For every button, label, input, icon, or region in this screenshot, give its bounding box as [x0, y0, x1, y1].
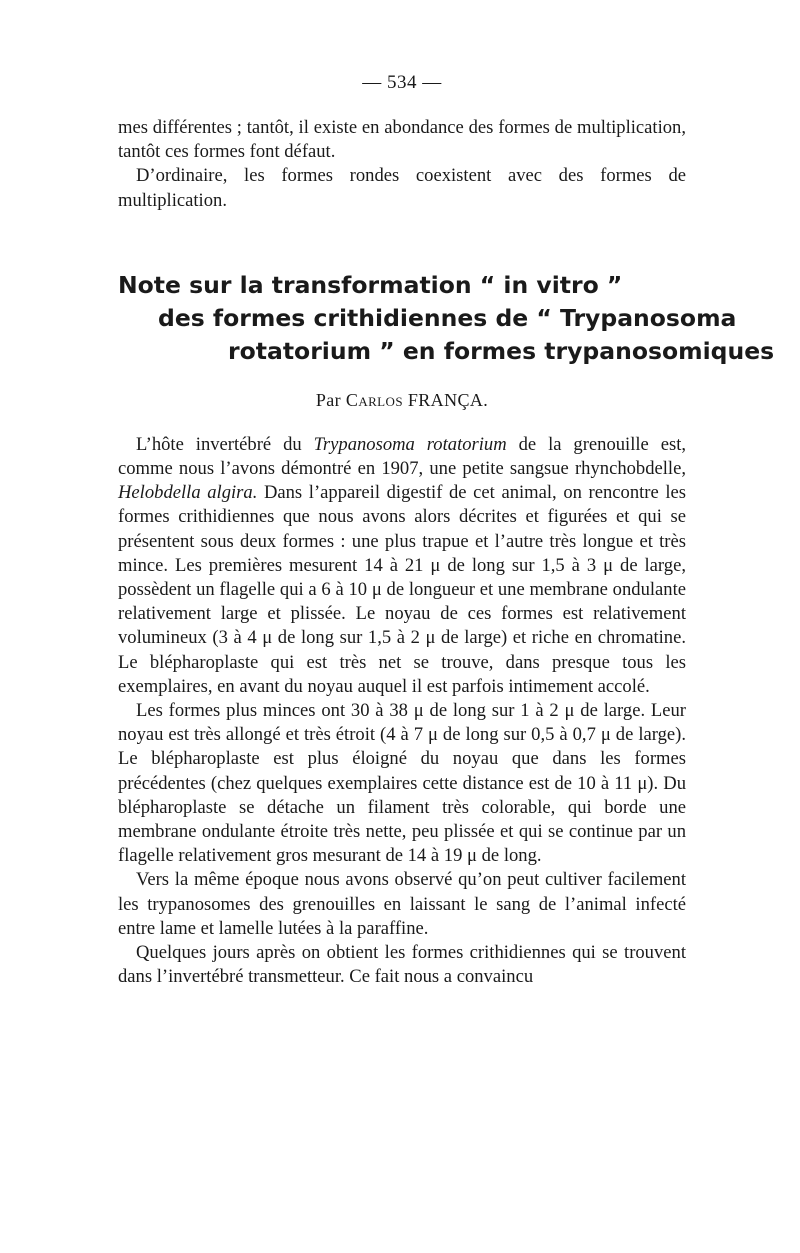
page-number: — 534 —: [362, 72, 442, 93]
intro-paragraph-2: D’ordinaire, les formes rondes coexistent avec des formes de multiplication.: [118, 165, 686, 211]
article-body: [118, 433, 686, 990]
article-title-line-2: des formes crithidiennes de “ Trypanosoma: [158, 303, 737, 332]
p1-text-c: Dans l’appareil digestif de cet animal, on rencontre les formes crithidiennes que nous avons alors décrites et figurées et qui se présentent sous deux formes : une plus trapue et l’autre très longue et très mince. Les premières mesurent 14 à 21 μ de long sur 1,5 à 3 μ de large, possèdent un flagelle qui a 6 à 10 μ de longueur et une membrane ondulante relativement large et plissée. Le noyau de ces formes est relativement volumineux (3 à 4 μ de long sur 1,5 à 2 μ de large) et riche en chromatine. Le blépharoplaste qui est très net se trouve, dans presque tous les exemplaires, en avant du noyau auquel il est parfois intimement accolé.: [118, 482, 686, 697]
body-paragraph-3: Vers la même époque nous avons observé qu’on peut cultiver facilement les trypanosomes des grenouilles en laissant le sang de l’animal infecté entre lame et lamelle lutées à la paraffine.: [118, 869, 686, 939]
author-first-name: Carlos: [345, 389, 403, 410]
article-title-line-3: rotatorium ” en formes trypanosomiques: [228, 336, 775, 365]
body-paragraph-1: [118, 433, 686, 699]
author-prefix: Par: [315, 389, 342, 410]
p1-leech-name: Helobdella algira.: [118, 482, 258, 504]
document-page: [118, 72, 775, 989]
p1-text-b: de la grenouille est, comme nous l’avons démontré en 1907, une petite sangsue rhynchobdelle,: [118, 433, 687, 480]
article-author: [118, 390, 686, 411]
intro-text: [118, 116, 686, 213]
author-last-name: FRANÇA.: [407, 389, 489, 410]
p1-text-a: L’hôte invertébré du: [136, 433, 314, 455]
p1-species-name: Trypanosoma rotatorium: [313, 433, 507, 455]
body-paragraph-4: Quelques jours après on obtient les formes crithidiennes qui se trouvent dans l’invertébré transmetteur. Ce fait nous a convaincu: [118, 942, 686, 988]
article-title-line-1: Note sur la transformation “ in vitro ”: [118, 270, 623, 299]
body-paragraph-2: Les formes plus minces ont 30 à 38 μ de long sur 1 à 2 μ de large. Leur noyau est très allongé et très étroit (4 à 7 μ de long sur 0,5 à 0,7 μ de large). Le blépharoplaste est plus éloigné du noyau que dans les formes précédentes (chez quelques exemplaires cette distance est de 10 à 11 μ). Du blépharoplaste se détache un filament très colorable, qui borde une membrane ondulante étroite très nette, peu plissée et qui se continue par un flagelle relativement gros mesurant de 14 à 19 μ de long.: [118, 700, 686, 867]
intro-paragraph-1: mes différentes ; tantôt, il existe en abondance des formes de multiplication, tantôt ces formes font défaut.: [118, 117, 686, 163]
article-title: [118, 269, 775, 368]
